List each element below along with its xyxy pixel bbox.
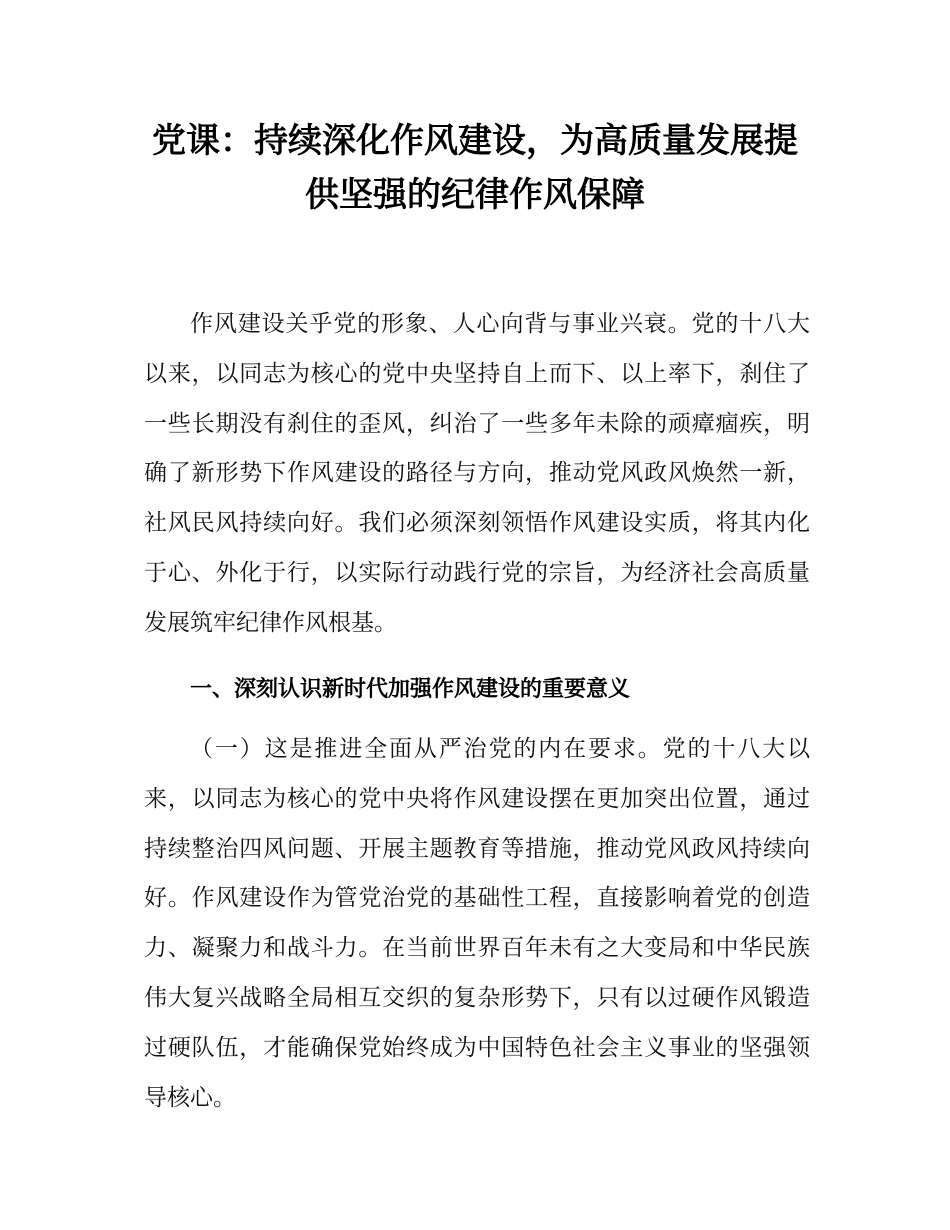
section-heading-1: 一、深刻认识新时代加强作风建设的重要意义 [190, 677, 631, 702]
intro-paragraph: 作风建设关乎党的形象、人心向背与事业兴衰。党的十八大以来，以同志为核心的党中央坚持自上而下、以上率下，刹住了一些长期没有刹住的歪风，纠治了一些多年未除的顽瘴痼疾，明确了新形势下作风建设的路径与方向，推动党风政风焕然一新，社风民风持续向好。我们必须深刻领悟作风建设实质，将其内化于心、外化于行，以实际行动践行党的宗旨，为经济社会高质量发展筑牢纪律作风根基。 [144, 311, 810, 636]
title-line-2: 供坚强的纪律作风保障 [305, 175, 645, 215]
title-line-1: 党课：持续深化作风建设，为高质量发展提 [152, 121, 798, 161]
document-title [100, 114, 850, 222]
section-1-paragraph-1: （一）这是推进全面从严治党的内在要求。党的十八大以来，以同志为核心的党中央将作风建设摆在更加突出位置，通过持续整治四风问题、开展主题教育等措施，推动党风政风持续向好。作风建设作为管党治党的基础性工程，直接影响着党的创造力、凝聚力和战斗力。在当前世界百年未有之大变局和中华民族伟大复兴战略全局相互交织的复杂形势下，只有以过硬作风锻造过硬队伍，才能确保党始终成为中国特色社会主义事业的坚强领导核心。 [144, 736, 810, 1111]
